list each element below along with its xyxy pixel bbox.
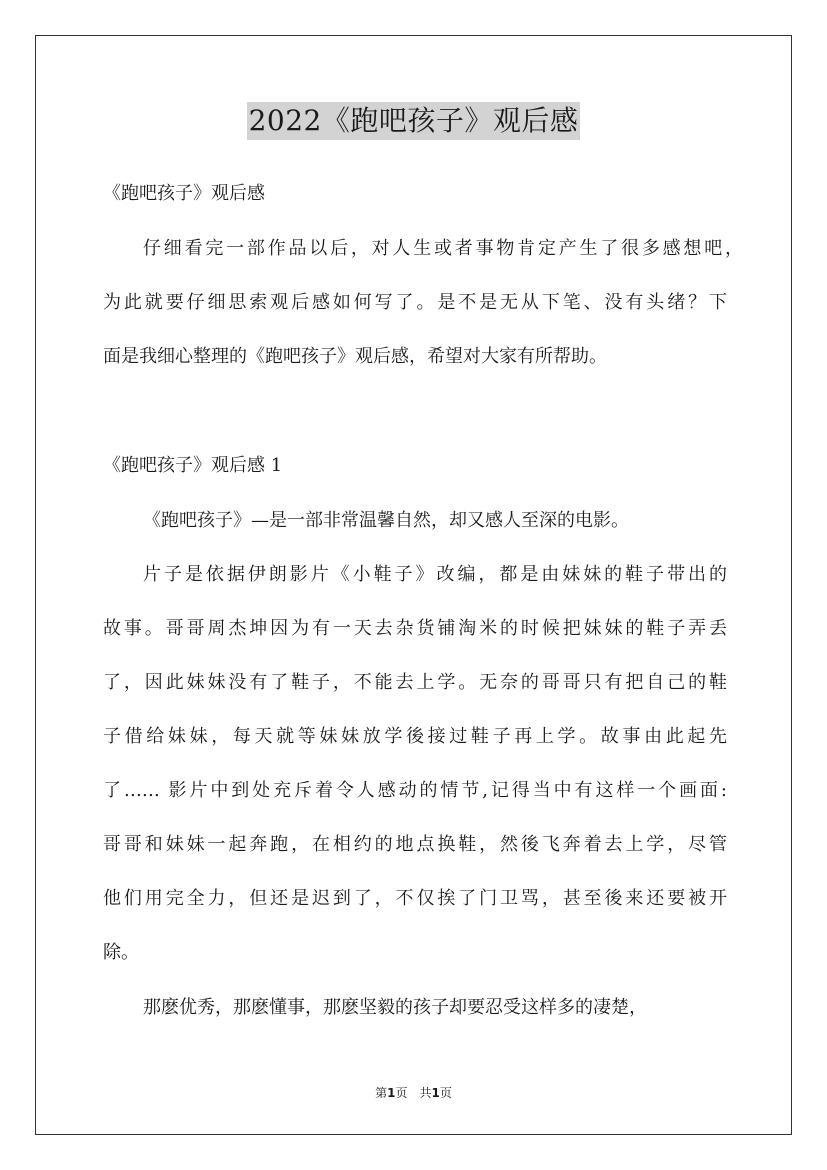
body-line-3: 故事。哥哥周杰坤因为有一天去杂货铺淘米的时候把妹妹的鞋子弄丢	[103, 618, 727, 639]
body-line-5: 子借给妹妹，每天就等妹妹放学後接过鞋子再上学。故事由此起先	[103, 726, 727, 747]
body-line-9: 除。	[103, 942, 139, 963]
intro-line-2: 为此就要仔细思索观后感如何写了。是不是无从下笔、没有头绪？下	[103, 292, 727, 313]
body-line-10: 那麽优秀，那麽懂事，那麽坚毅的孩子却要忍受这样多的凄楚，	[143, 997, 647, 1018]
body-line-6: 了…… 影片中到处充斥着令人感动的情节,记得当中有这样一个画面:	[103, 780, 727, 801]
body-line-4: 了，因此妹妹没有了鞋子，不能去上学。无奈的哥哥只有把自己的鞋	[103, 672, 727, 693]
document-title: 2022《跑吧孩子》观后感	[247, 102, 581, 140]
footer-total-pages: 1	[431, 1086, 440, 1100]
body-line-8: 他们用完全力，但还是迟到了，不仅挨了门卫骂，甚至後来还要被开	[103, 888, 727, 909]
body-line-2: 片子是依据伊朗影片《小鞋子》改编，都是由妹妹的鞋子带出的	[143, 564, 727, 585]
footer-prefix: 第	[375, 1086, 388, 1100]
page-footer	[0, 1085, 827, 1101]
footer-page-number: 1	[387, 1086, 396, 1100]
body-line-7: 哥哥和妹妹一起奔跑，在相约的地点换鞋，然後飞奔着去上学，尽管	[103, 834, 727, 855]
document-subtitle: 《跑吧孩子》观后感	[103, 183, 265, 204]
footer-mid: 页 共	[395, 1086, 432, 1100]
intro-line-3: 面是我细心整理的《跑吧孩子》观后感，希望对大家有所帮助。	[103, 346, 607, 367]
title-wrap	[0, 102, 827, 140]
intro-line-1: 仔细看完一部作品以后，对人生或者事物肯定产生了很多感想吧，	[143, 238, 743, 259]
body-line-1: 《跑吧孩子》—是一部非常温馨自然，却又感人至深的电影。	[143, 510, 629, 531]
section-heading: 《跑吧孩子》观后感 1	[103, 455, 283, 476]
footer-suffix: 页	[439, 1086, 452, 1100]
